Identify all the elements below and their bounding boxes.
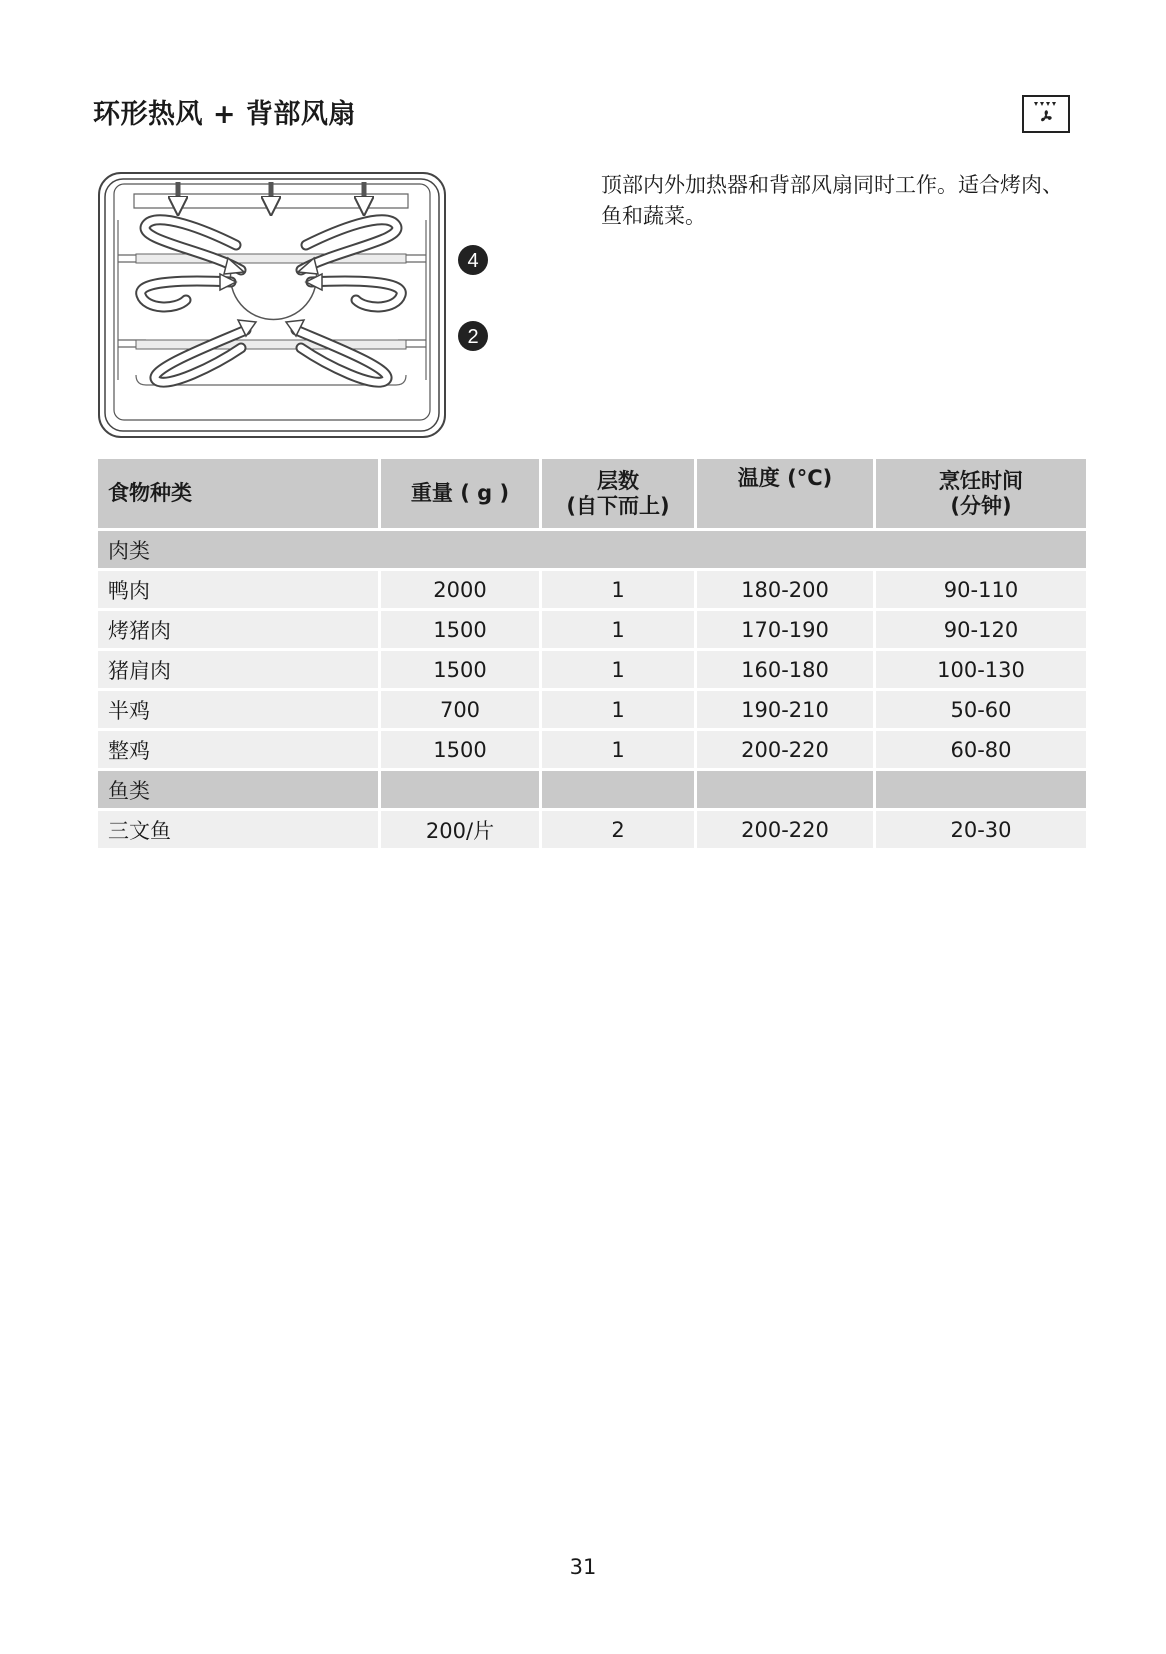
temperature-cell: 190-210 (697, 691, 873, 728)
category-label: 鱼类 (98, 771, 378, 808)
level-badge-upper: 4 (467, 250, 479, 272)
level-badge-lower: 2 (467, 326, 479, 348)
level-cell: 2 (542, 811, 694, 848)
food-cell: 鸭肉 (98, 571, 378, 608)
table-row (98, 811, 1086, 848)
header-level: 层数 (自下而上) (542, 459, 694, 528)
food-cell: 烤猪肉 (98, 611, 378, 648)
food-cell: 三文鱼 (98, 811, 378, 848)
table-row (98, 571, 1086, 608)
cooking-table (95, 456, 1089, 851)
fan-heat-mode-icon (1022, 95, 1070, 133)
level-cell: 1 (542, 731, 694, 768)
category-empty-cell (542, 771, 694, 808)
weight-cell: 700 (381, 691, 539, 728)
table-row (98, 611, 1086, 648)
category-empty-cell (876, 771, 1086, 808)
table-row (98, 651, 1086, 688)
time-cell: 60-80 (876, 731, 1086, 768)
level-cell: 1 (542, 611, 694, 648)
table-header-row (98, 459, 1086, 528)
table-row (98, 691, 1086, 728)
food-cell: 猪肩肉 (98, 651, 378, 688)
food-cell: 整鸡 (98, 731, 378, 768)
time-cell: 90-120 (876, 611, 1086, 648)
header-cooking-time: 烹饪时间 (分钟) (876, 459, 1086, 528)
time-cell: 100-130 (876, 651, 1086, 688)
food-cell: 半鸡 (98, 691, 378, 728)
weight-cell: 1500 (381, 651, 539, 688)
table-category-row (98, 531, 1086, 568)
time-cell: 50-60 (876, 691, 1086, 728)
weight-cell: 2000 (381, 571, 539, 608)
temperature-cell: 180-200 (697, 571, 873, 608)
header-food-type: 食物种类 (98, 459, 378, 528)
time-cell: 20-30 (876, 811, 1086, 848)
table-category-row (98, 771, 1086, 808)
page-title: 环形热风 + 背部风扇 (93, 99, 356, 130)
category-label: 肉类 (98, 531, 1086, 568)
time-cell: 90-110 (876, 571, 1086, 608)
level-cell: 1 (542, 691, 694, 728)
temperature-cell: 200-220 (697, 731, 873, 768)
temperature-cell: 160-180 (697, 651, 873, 688)
header-temperature: 温度 (°C) (697, 459, 873, 528)
page-number: 31 (569, 1555, 597, 1579)
header-weight: 重量 ( g ) (381, 459, 539, 528)
temperature-cell: 170-190 (697, 611, 873, 648)
temperature-cell: 200-220 (697, 811, 873, 848)
mode-description: 顶部内外加热器和背部风扇同时工作。适合烤肉、鱼和蔬菜。 (601, 173, 1063, 228)
category-empty-cell (381, 771, 539, 808)
weight-cell: 1500 (381, 731, 539, 768)
level-cell: 1 (542, 571, 694, 608)
level-cell: 1 (542, 651, 694, 688)
weight-cell: 200/片 (381, 811, 539, 848)
table-row (98, 731, 1086, 768)
oven-airflow-diagram (96, 170, 496, 446)
category-empty-cell (697, 771, 873, 808)
weight-cell: 1500 (381, 611, 539, 648)
